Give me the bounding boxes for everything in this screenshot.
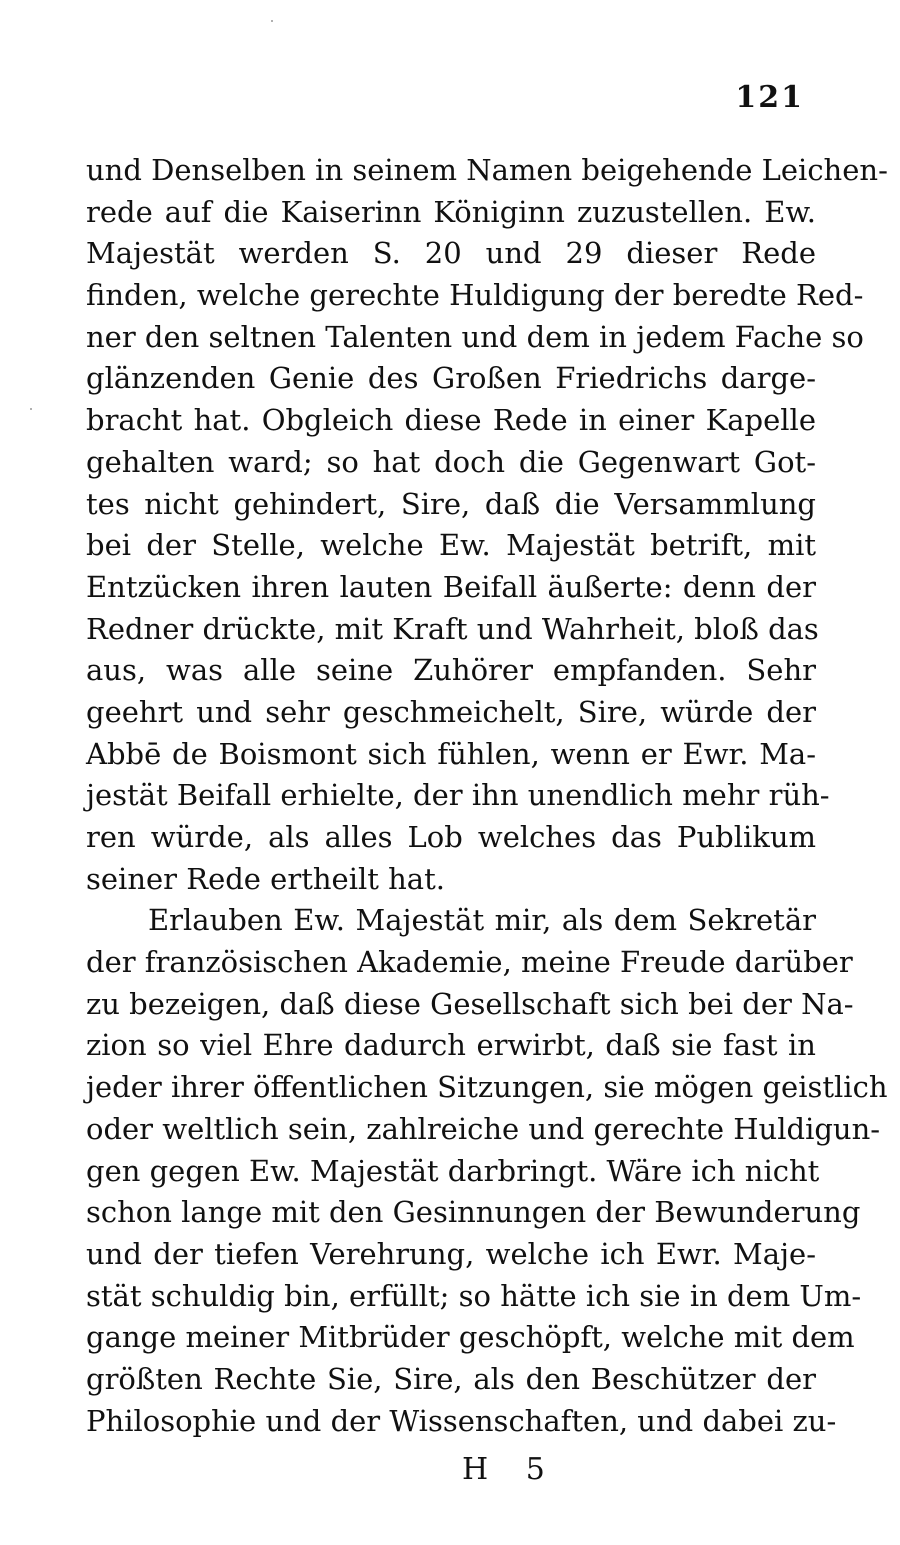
text-line: gange meiner Mitbrüder geschöpft, welche mit dem [86, 1320, 855, 1355]
body-text [86, 150, 888, 1442]
text-line: stät schuldig bin, erfüllt; so hätte ich sie in dem Um- [86, 1278, 862, 1313]
text-line: Abbē de Boismont sich fühlen, wenn er Ewr. Ma- [86, 736, 816, 771]
text-line: jestät Beifall erhielte, der ihn unendlich mehr rüh- [86, 778, 830, 813]
text-line: aus, was alle seine Zuhörer empfanden. Sehr [86, 653, 816, 688]
text-line: Entzücken ihren lauten Beifall äußerte: denn der [86, 569, 816, 604]
text-line: ren würde, als alles Lob welches das Publikum [86, 820, 816, 854]
text-line: größten Rechte Sie, Sire, als den Beschützer der [86, 1361, 816, 1396]
text-line: ner den seltnen Talenten und dem in jedem Fache so [86, 319, 864, 354]
text-line: zu bezeigen, daß diese Gesellschaft sich bei der Na- [86, 986, 854, 1021]
text-line: gen gegen Ew. Majestät darbringt. Wäre ich nicht [86, 1153, 820, 1188]
text-line: Majestät werden S. 20 und 29 dieser Rede [86, 236, 816, 271]
text-line: der französischen Akademie, meine Freude darüber [86, 945, 853, 980]
paper-speck [271, 20, 273, 22]
paper-speck [30, 408, 32, 410]
text-line: finden, welche gerechte Huldigung der beredte Red- [86, 278, 864, 313]
text-line: und Denselben in seinem Namen beigehende Leichen- [86, 153, 888, 187]
text-line: gehalten ward; so hat doch die Gegenwart Got- [86, 444, 816, 479]
text-line: rede auf die Kaiserinn Königinn zuzustellen. Ew. [86, 194, 816, 229]
text-line: jeder ihrer öffentlichen Sitzungen, sie mögen geistlich [86, 1070, 888, 1105]
text-line: oder weltlich sein, zahlreiche und gerechte Huldigun- [86, 1111, 881, 1146]
text-line: Philosophie und der Wissenschaften, und dabei zu- [86, 1403, 837, 1438]
text-line: schon lange mit den Gesinnungen der Bewunderung [86, 1195, 861, 1230]
text-line: tes nicht gehindert, Sire, daß die Versammlung [86, 486, 816, 521]
text-line: Redner drückte, mit Kraft und Wahrheit, bloß das [86, 611, 819, 646]
signature-mark: H 5 [462, 1452, 559, 1487]
text-line: seiner Rede ertheilt hat. [86, 861, 445, 896]
text-line: glänzenden Genie des Großen Friedrichs darge- [86, 361, 816, 396]
text-line: bracht hat. Obgleich diese Rede in einer Kapelle [86, 403, 816, 438]
text-line: Erlauben Ew. Majestät mir, als dem Sekretär [148, 903, 816, 938]
text-line: zion so viel Ehre dadurch erwirbt, daß sie fast in [86, 1028, 816, 1063]
text-line: bei der Stelle, welche Ew. Majestät betrift, mit [86, 528, 816, 563]
text-line: geehrt und sehr geschmeichelt, Sire, würde der [86, 694, 816, 729]
page-number: 121 [735, 80, 804, 115]
text-line: und der tiefen Verehrung, welche ich Ewr. Maje- [86, 1236, 816, 1271]
